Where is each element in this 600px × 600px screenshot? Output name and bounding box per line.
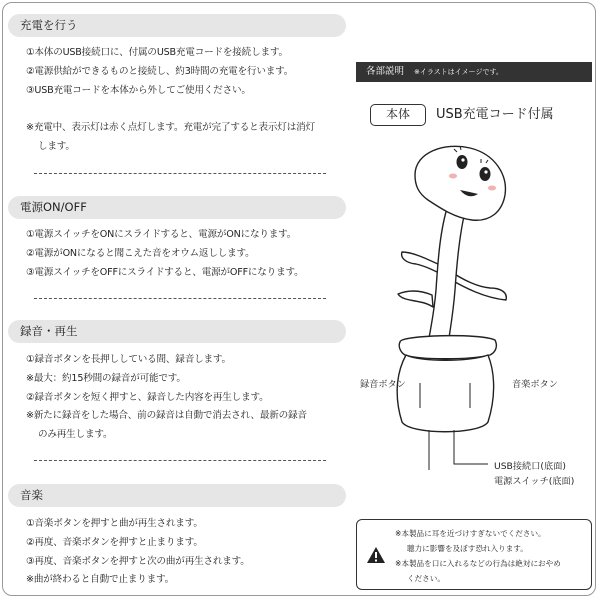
- warning-icon: [366, 546, 386, 564]
- warning-text: [395, 526, 561, 586]
- right-eye: [480, 167, 491, 181]
- text-line: ※充電中、表示灯は赤く点灯します。充電が完了すると表示灯は消灯: [26, 122, 315, 134]
- usb-cable-note: USB充電コード付属: [436, 107, 554, 122]
- text-line: ※曲が終わると自動で止まります。: [26, 574, 174, 586]
- parts-header: [356, 62, 592, 82]
- text-line: します。: [38, 140, 75, 152]
- text-line: のみ再生します。: [38, 429, 113, 441]
- warning-line: ※本製品を口に入れるなどの行為は絶対におやめ: [395, 559, 561, 568]
- section-body-record: [26, 351, 356, 445]
- label-usb-port: USB接続口(底面): [494, 461, 566, 472]
- section-title-record: 録音・再生: [8, 320, 346, 343]
- text-line: ①本体のUSB接続口に、付属のUSB充電コードを接続します。: [26, 47, 288, 58]
- divider: [34, 298, 326, 299]
- pot-body: [397, 355, 493, 432]
- text-line: ②録音ボタンを短く押すと、録音した内容を再生します。: [26, 391, 269, 403]
- text-line: ※新たに録音をした場合、前の録音は自動で消去され、最新の録音: [26, 410, 307, 422]
- text-line: ②電源供給ができるものと接続し、約3時間の充電を行います。: [26, 65, 294, 77]
- text-line: ①音楽ボタンを押すと曲が再生されます。: [26, 518, 203, 529]
- left-eye: [457, 155, 468, 169]
- divider: [34, 173, 326, 174]
- cactus-toy-illustration: [320, 130, 580, 470]
- cactus-stem: [428, 205, 466, 345]
- left-arm: [402, 252, 441, 274]
- warning-box: [356, 519, 592, 590]
- text-line: ※最大：約15秒間の録音が可能です。: [26, 372, 186, 384]
- section-body-power: [26, 226, 356, 282]
- warning-line: ※本製品に耳を近づけすぎないでください。: [395, 529, 546, 538]
- section-title-power: 電源ON/OFF: [8, 196, 346, 219]
- label-music-button: 音楽ボタン: [512, 379, 558, 390]
- body-label-box: 本体: [370, 104, 426, 126]
- divider: [34, 460, 326, 461]
- text-line: [26, 100, 356, 119]
- label-record-button: 録音ボタン: [360, 379, 406, 390]
- text-line: ①録音ボタンを長押ししている間、録音します。: [26, 354, 231, 365]
- text-line: ①電源スイッチをONにスライドすると、電源がONになります。: [26, 229, 297, 240]
- section-body-music: [26, 515, 356, 590]
- text-line: ②再度、音楽ボタンを押すと止まります。: [26, 536, 203, 548]
- label-power-switch: 電源スイッチ(底面): [494, 476, 575, 487]
- pot-rim: [399, 336, 496, 359]
- parts-header-note: ※イラストはイメージです。: [414, 68, 503, 76]
- text-line: ②電源がONになると聞こえた音をオウム返しします。: [26, 247, 255, 259]
- section-title-charging: 充電を行う: [8, 14, 346, 37]
- warning-line: ください。: [407, 574, 445, 583]
- text-line: ③電源スイッチをOFFにスライドすると、電源がOFFになります。: [26, 266, 304, 278]
- text-line: ③再度、音楽ボタンを押すと次の曲が再生されます。: [26, 555, 250, 567]
- left-arm-lower: [398, 291, 433, 307]
- section-title-music: 音楽: [8, 484, 346, 507]
- text-line: ③USB充電コードを本体から外してご使用ください。: [26, 84, 251, 96]
- section-body-charging: [26, 44, 356, 157]
- parts-header-title: 各部説明: [366, 66, 405, 77]
- warning-line: 聴力に影響を及ぼす恐れ入ります。: [407, 544, 528, 553]
